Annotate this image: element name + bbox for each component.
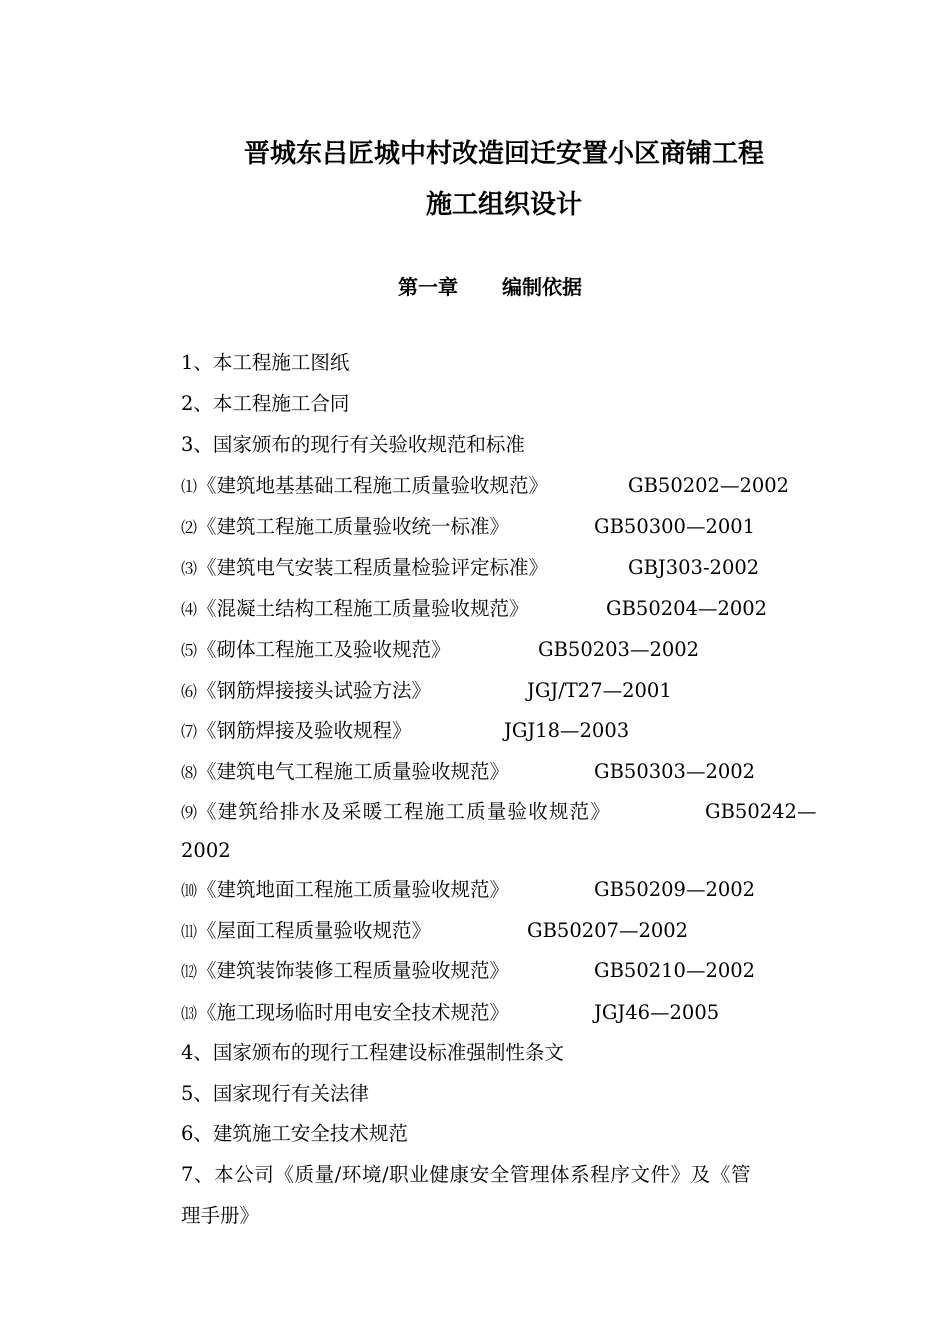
standard-name: 《建筑装饰装修工程质量验收规范》	[197, 959, 510, 982]
list-item: 7、本公司《质量/环境/职业健康安全管理体系程序文件》及《管	[181, 1163, 752, 1186]
standard-code: GBJ303-2002	[628, 556, 760, 579]
list-item: 4、国家颁布的现行工程建设标准强制性条文	[181, 1041, 564, 1064]
list-item: 5、国家现行有关法律	[181, 1082, 369, 1105]
standard-name: 《钢筋焊接接头试验方法》	[197, 679, 432, 702]
standard-item	[181, 958, 756, 985]
standard-name: 《建筑地基基础工程施工质量验收规范》	[197, 474, 549, 497]
list-item: 6、建筑施工安全技术规范	[181, 1122, 408, 1145]
standard-code: GB50300—2001	[594, 515, 756, 538]
standard-number: ⑼	[181, 803, 198, 822]
standard-number: ⑶	[181, 559, 198, 578]
standard-code-continued: 2002	[181, 839, 231, 862]
standard-code: JGJ18—2003	[504, 719, 630, 742]
standard-name: 《钢筋焊接及验收规程》	[197, 719, 412, 742]
chapter-heading	[398, 274, 582, 300]
standard-number: ⒀	[181, 1004, 198, 1023]
standard-item	[181, 877, 756, 904]
standard-number: ⑴	[181, 477, 198, 496]
list-item: 2、本工程施工合同	[181, 392, 350, 415]
standard-code: GB50203—2002	[538, 638, 700, 661]
standard-number: ⑷	[181, 600, 198, 619]
chapter-title: 编制依据	[502, 275, 582, 299]
standard-name: 《建筑电气安装工程质量检验评定标准》	[197, 556, 549, 579]
standard-name: 《建筑工程施工质量验收统一标准》	[197, 515, 510, 538]
standard-code: JGJ46—2005	[594, 1001, 720, 1024]
standard-name: 《建筑电气工程施工质量验收规范》	[197, 760, 510, 783]
standard-number: ⑾	[181, 922, 198, 941]
standard-name: 《屋面工程质量验收规范》	[197, 919, 432, 942]
standard-name: 《砌体工程施工及验收规范》	[197, 638, 451, 661]
standard-item	[181, 555, 760, 582]
list-item: 3、国家颁布的现行有关验收规范和标准	[181, 433, 525, 456]
standard-code: JGJ/T27—2001	[527, 679, 672, 702]
document-title-line1: 晋城东吕匠城中村改造回迁安置小区商铺工程	[243, 139, 764, 169]
standard-code: GB50209—2002	[594, 878, 756, 901]
standard-code: GB50207—2002	[527, 919, 689, 942]
standard-number: ⑵	[181, 518, 198, 537]
standard-item	[181, 759, 756, 786]
standard-item	[181, 637, 700, 664]
standard-name: 《施工现场临时用电安全技术规范》	[197, 1001, 510, 1024]
standard-number: ⑽	[181, 881, 198, 900]
standard-item	[181, 596, 768, 623]
standard-code: GB50303—2002	[594, 760, 756, 783]
document-title-line2: 施工组织设计	[425, 190, 582, 220]
standard-code: GB50210—2002	[594, 959, 756, 982]
standard-number: ⑸	[181, 641, 198, 660]
standard-item	[181, 678, 672, 705]
standard-item	[181, 918, 689, 945]
standard-number: ⑻	[181, 763, 198, 782]
standard-code: GB50202—2002	[628, 474, 790, 497]
standard-number: ⑺	[181, 722, 198, 741]
list-item: 1、本工程施工图纸	[181, 351, 350, 374]
standard-item	[181, 514, 756, 541]
list-item-continued: 理手册》	[181, 1204, 260, 1227]
standard-item	[181, 799, 817, 826]
standard-number: ⑹	[181, 682, 198, 701]
standard-name: 《建筑给排水及采暖工程施工质量验收规范》	[197, 800, 612, 823]
standard-number: ⑿	[181, 962, 198, 981]
standard-code: GB50242—	[705, 800, 817, 823]
standard-item	[181, 473, 790, 500]
standard-name: 《混凝土结构工程施工质量验收规范》	[197, 597, 529, 620]
standard-code: GB50204—2002	[606, 597, 768, 620]
chapter-number: 第一章	[398, 275, 458, 299]
standard-item	[181, 718, 630, 745]
standard-name: 《建筑地面工程施工质量验收规范》	[197, 878, 510, 901]
standard-item	[181, 1000, 720, 1027]
